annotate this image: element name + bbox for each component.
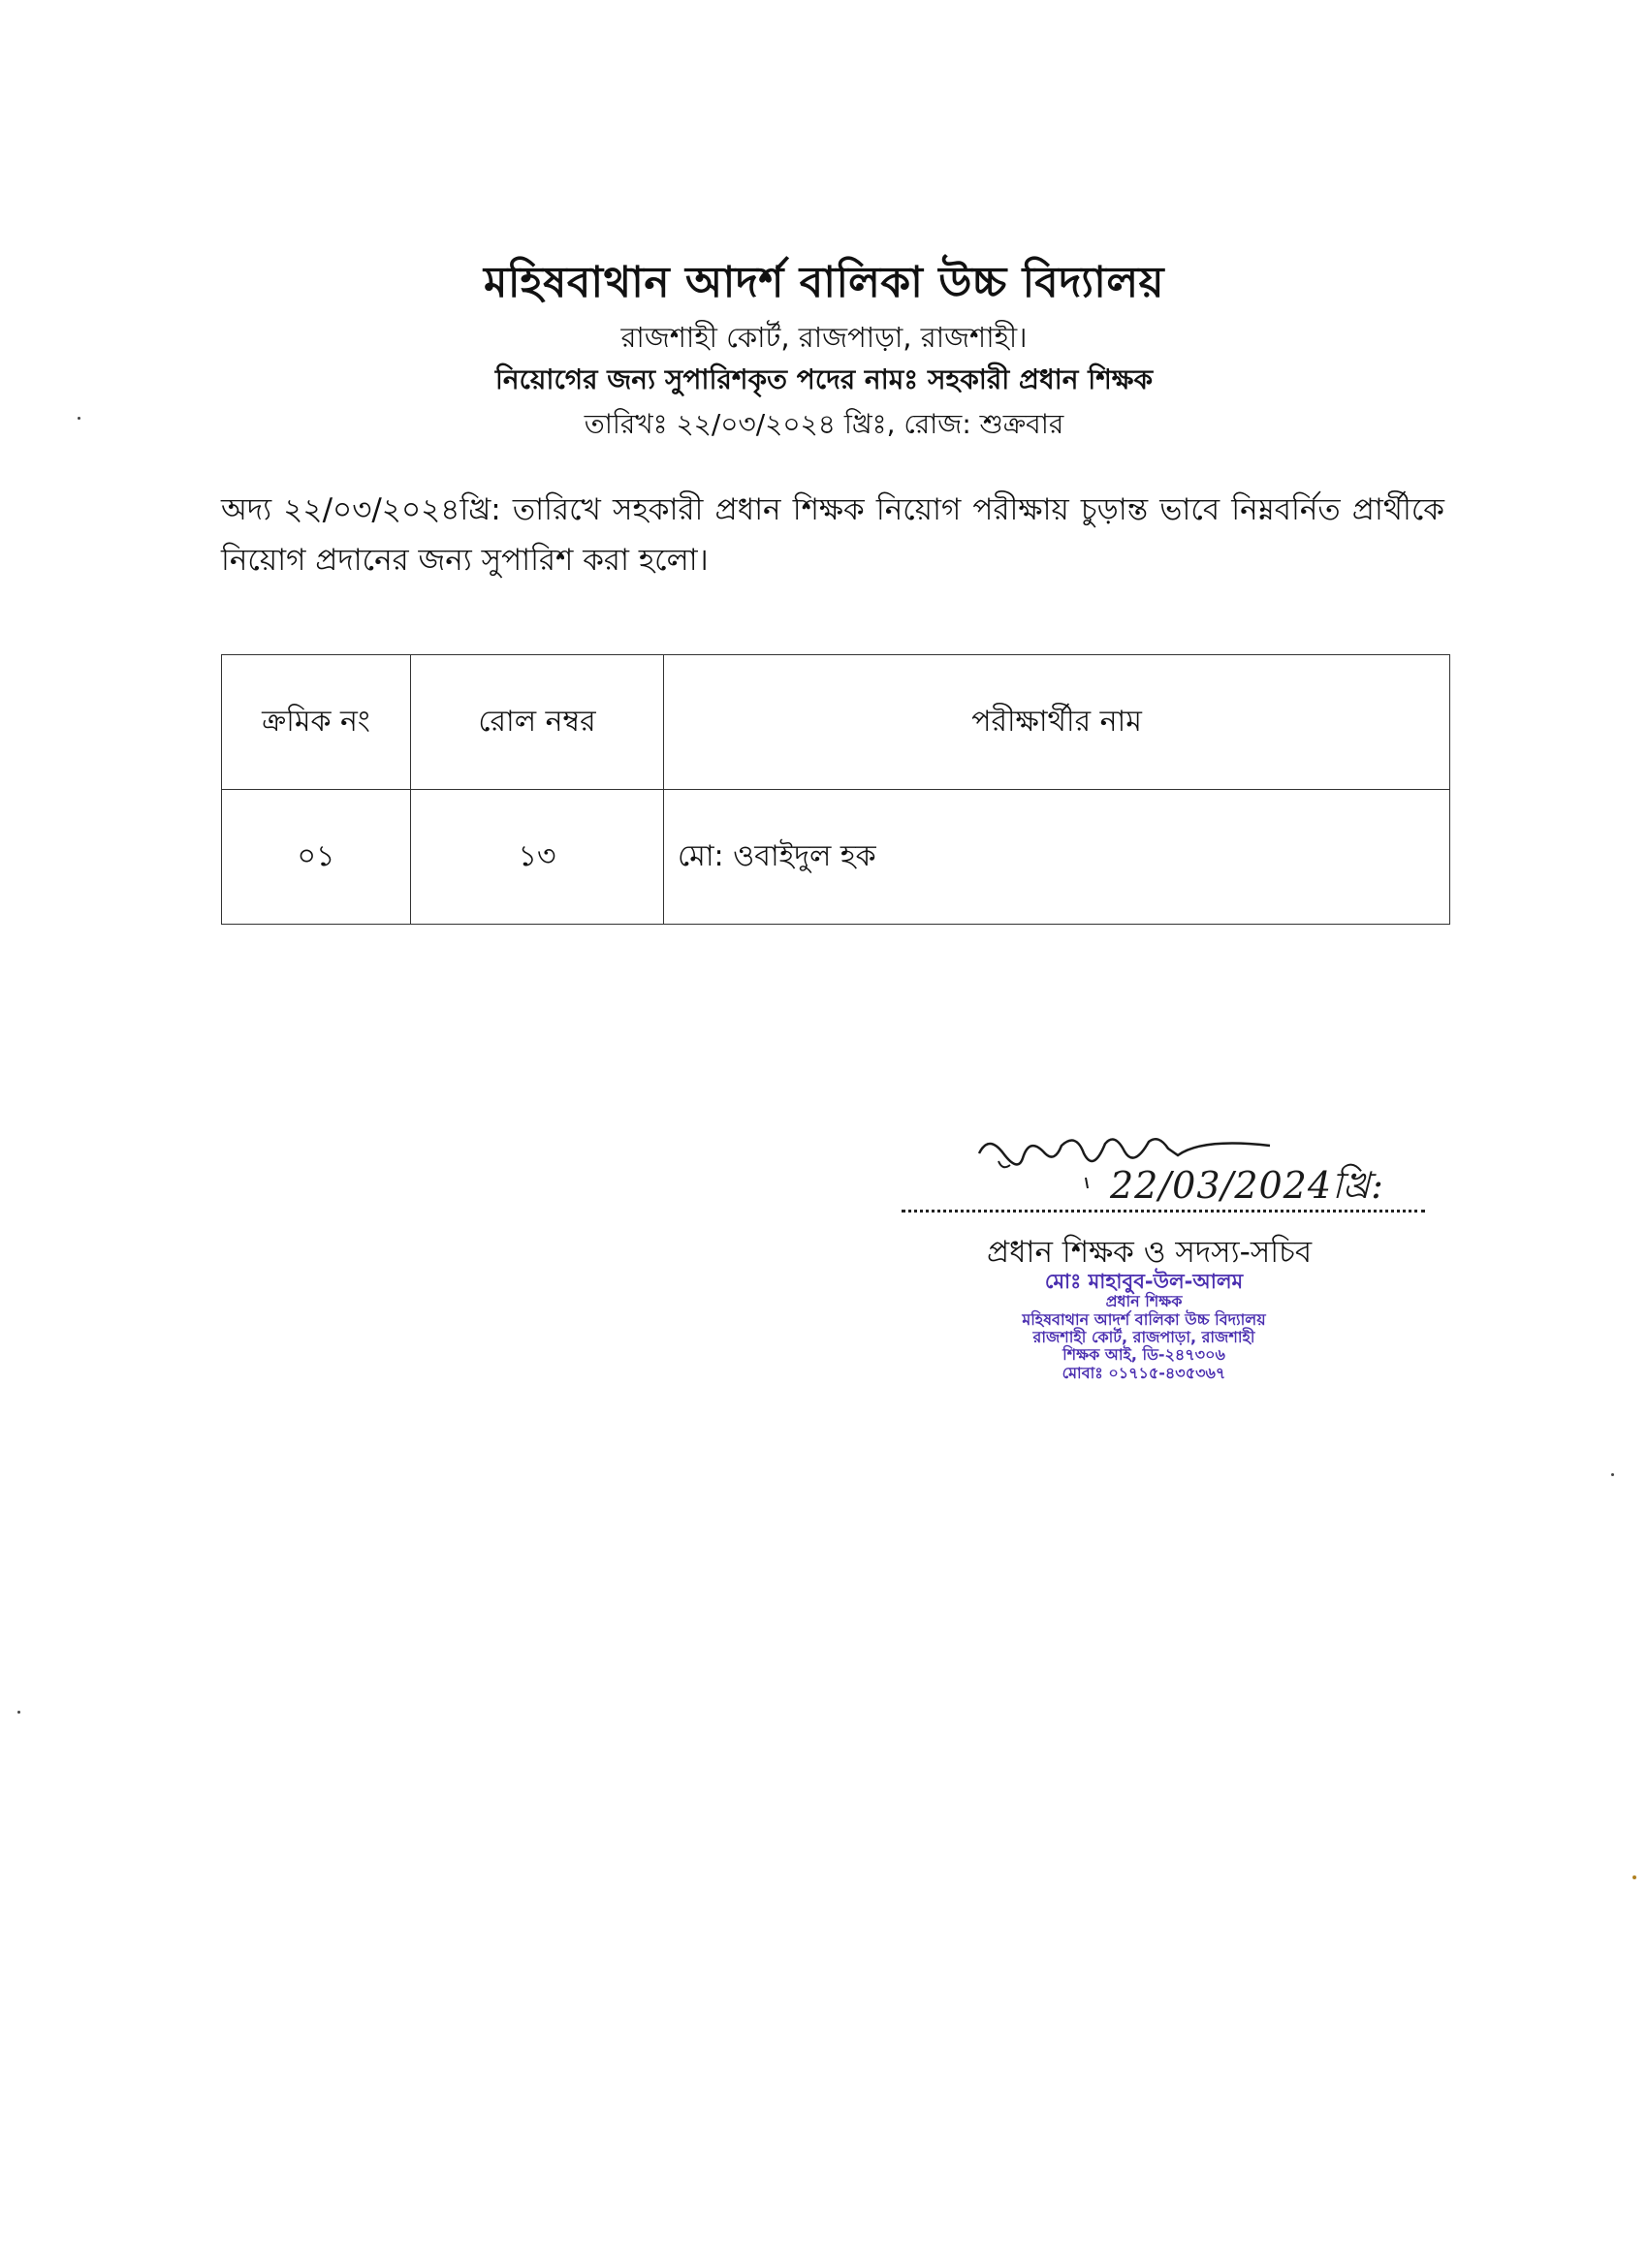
handwritten-date: 22/03/2024খ্রি: [1110,1164,1384,1207]
stamp-teacher-id: শিক্ষক আই, ডি-২৪৭৩০৬ [1062,1345,1225,1365]
stamp-name: মোঃ মাহাবুব-উল-আলম [1044,1270,1244,1293]
signature-line [902,1210,1425,1213]
post-name-line: নিয়োগের জন্য সুপারিশকৃত পদের নামঃ সহকারী প্রধান শিক্ষক [494,363,1154,395]
recommendation-paragraph: অদ্য ২২/০৩/২০২৪খ্রি: তারিখে সহকারী প্রধান শিক্ষক নিয়োগ পরীক্ষায় চুড়ান্ত ভাবে নিম্নবর্নিত প্রার্থীকে নিয়োগ প্রদানের জন্য সুপারিশ করা হলো। [221,492,1444,578]
date-line: তারিখঃ ২২/০৩/২০২৪ খ্রিঃ, রোজ: শুক্রবার [584,408,1064,440]
scan-speck [1632,1875,1636,1879]
school-address: রাজশাহী কোর্ট, রাজপাড়া, রাজশাহী। [620,321,1028,354]
cell-serial: ০১ [222,790,411,925]
stamp-school: মহিষবাথান আদর্শ বালিকা উচ্চ বিদ্যালয় [1022,1309,1266,1329]
stamp-address: রাজশাহী কোর্ট, রাজপাড়া, রাজশাহী [1032,1327,1255,1346]
stamp-designation: প্রধান শিক্ষক [1105,1292,1183,1311]
stamp-mobile: মোবাঃ ০১৭১৫-৪৩৫৩৬৭ [1062,1363,1226,1382]
table-row [222,790,1450,925]
header-candidate-name: পরীক্ষার্থীর নাম [664,655,1450,790]
scan-speck [78,417,80,420]
cell-roll: ১৩ [411,790,664,925]
cell-candidate-name: মো: ওবাইদুল হক [664,790,1450,925]
official-stamp [960,1270,1328,1382]
header-serial: ক্রমিক নং [222,655,411,790]
candidate-table [221,654,1450,925]
signatory-title: প্রধান শিক্ষক ও সদস্য-সচিব [987,1235,1313,1270]
header-roll: রোল নম্বর [411,655,664,790]
scan-speck [1611,1473,1614,1476]
scan-speck [17,1711,20,1714]
table-header-row [222,655,1450,790]
school-name: মহিষবাথান আদর্শ বালিকা উচ্চ বিদ্যালয় [483,258,1165,307]
